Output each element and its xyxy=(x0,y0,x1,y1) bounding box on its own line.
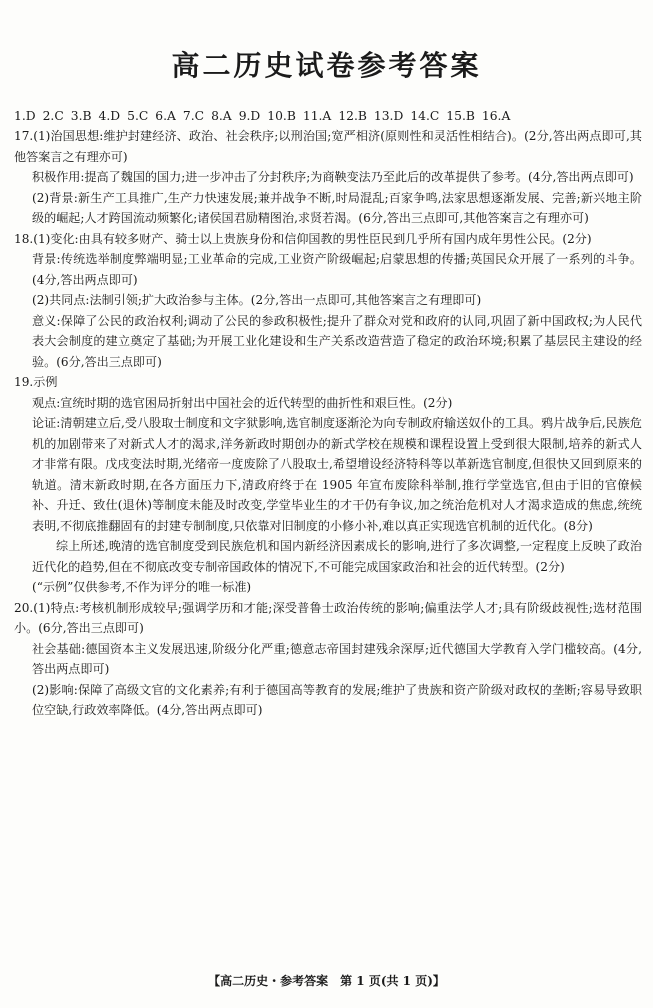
q20-number: 20. xyxy=(14,600,34,615)
choice-answers-row xyxy=(14,106,644,126)
answer-body xyxy=(14,126,642,721)
q19-heading xyxy=(14,372,642,393)
q20-part2: 社会基础:德国资本主义发展迅速,阶级分化严重;德意志帝国封建残余深厚;近代德国大学教育入学门槛较高。(4分,答出两点即可) xyxy=(32,641,642,676)
q19-note: (“示例”仅供参考,不作为评分的唯一标准) xyxy=(32,580,252,594)
q20-part1 xyxy=(14,598,642,639)
choice-answer: 1.D xyxy=(14,109,36,123)
page-footer: 【高二历史・参考答案 第 1 页(共 1 页)】 xyxy=(208,974,445,988)
q18-number: 18. xyxy=(14,231,34,246)
q18-part1 xyxy=(14,229,642,250)
choice-answer: 9.D xyxy=(238,109,261,123)
choice-answer: 2.C xyxy=(42,109,64,123)
q19-number: 19. xyxy=(14,375,34,389)
choice-answer: 5.C xyxy=(127,109,149,123)
choice-answer: 15.B xyxy=(446,109,475,123)
choice-answer: 11.A xyxy=(302,109,332,123)
choice-answer: 4.D xyxy=(98,109,121,123)
q18-part3: (2)共同点:法制引领;扩大政治参与主体。(2分,答出一点即可,其他答案言之有理即可) xyxy=(32,293,482,307)
q19-label: 示例 xyxy=(33,375,58,389)
q18-part4: 意义:保障了公民的政治权利;调动了公民的参政积极性;提升了群众对党和政府的认同,巩固了新中国政权;为人民代表大会制度的建立奠定了基础;为开展工业化建设和生产关系改造营造了稳定的政治环境;积累了基层民主建设的经验。(6分,答出三点即可) xyxy=(32,313,642,369)
q19-argument: 论证:清朝建立后,受八股取士制度和文字狱影响,选官制度逐渐沦为向专制政府输送奴仆的工具。鸦片战争后,民族危机的加剧带来了对新式人才的渴求,洋务新政时期创办的新式学校在规模和课程设置上受到很大限制,培养的新式人才非常有限。戊戌变法时期,光绪帝一度废除了八股取士,希望增设经济特科等以革新选官制度,但很快又回到原来的轨道。清末新政时期,在各方面压力下,清政府终于在 1905 年宣布废除科举制,推行学堂选官,但由于旧的官僚候补、升迁、致仕(退休)等制度未能及时改变,学堂毕业生的才干仍有争议,加之统治危机对人才渴求造成的焦虑,统统表明,不彻底推翻固有的封建专制制度,只依靠对旧制度的小修小补,难以真正实现选官机制的近代化。(8分) xyxy=(32,416,642,533)
q19-viewpoint: 观点:宣统时期的选官困局折射出中国社会的近代转型的曲折性和艰巨性。(2分) xyxy=(32,395,453,410)
q17-number: 17. xyxy=(14,129,34,143)
choice-answer: 7.C xyxy=(182,109,205,123)
q17-part2: 积极作用:提高了魏国的国力;进一步冲击了分封秩序;为商鞅变法乃至此后的改革提供了参考。(4分,答出两点即可) xyxy=(32,170,634,184)
q19-conclusion: 综上所述,晚清的选官制度受到民族危机和国内新经济因素成长的影响,进行了多次调整,一定程度上反映了政治近代化的趋势,但在不彻底改变专制帝国政体的情况下,不可能完成国家政治和社会的近代转型。(2分) xyxy=(32,539,642,574)
q20-part3: (2)影响:保障了高级文官的文化素养;有利于德国高等教育的发展;维护了贵族和资产阶级对政权的垄断;容易导致职位空缺,行政效率降低。(4分,答出两点即可) xyxy=(32,682,642,717)
choice-answer: 6.A xyxy=(155,109,176,123)
q20-part1-text: (1)特点:考核机制形成较早;强调学历和才能;深受普鲁士政治传统的影响;偏重法学人才;具有阶级歧视性;选材范围小。(6分,答出三点即可) xyxy=(14,600,642,635)
choice-answer: 13.D xyxy=(373,109,404,123)
choice-answer: 16.A xyxy=(481,109,511,123)
q18-part1-text: (1)变化:由具有较多财产、骑士以上贵族身份和信仰国教的男性臣民到几乎所有国内成年男性公民。(2分) xyxy=(33,231,592,246)
q18-part2: 背景:传统选举制度弊端明显;工业革命的完成,工业资产阶级崛起;启蒙思想的传播;英国民众开展了一系列的斗争。(4分,答出两点即可) xyxy=(32,252,642,287)
q17-part1-text: (1)治国思想:维护封建经济、政治、社会秩序;以刑治国;宽严相济(原则性和灵活性相结合)。(2分,答出两点即可,其他答案言之有理亦可) xyxy=(14,129,642,164)
page-title: 高二历史试卷参考答案 xyxy=(171,49,482,82)
choice-answer: 14.C xyxy=(410,109,440,123)
choice-answer: 12.B xyxy=(338,109,367,123)
choice-answer: 8.A xyxy=(211,109,232,123)
q17-part1 xyxy=(14,126,642,167)
choice-answer: 3.B xyxy=(70,109,92,123)
choice-answer: 10.B xyxy=(267,109,296,123)
q17-part3: (2)背景:新生产工具推广,生产力快速发展;兼并战争不断,时局混乱;百家争鸣,法家思想逐渐发展、完善;新兴地主阶级的崛起;人才跨国流动频繁化;诸侯国君励精图治,求贤若渴。(6分,答出三点即可,其他答案言之有理亦可) xyxy=(32,190,642,225)
